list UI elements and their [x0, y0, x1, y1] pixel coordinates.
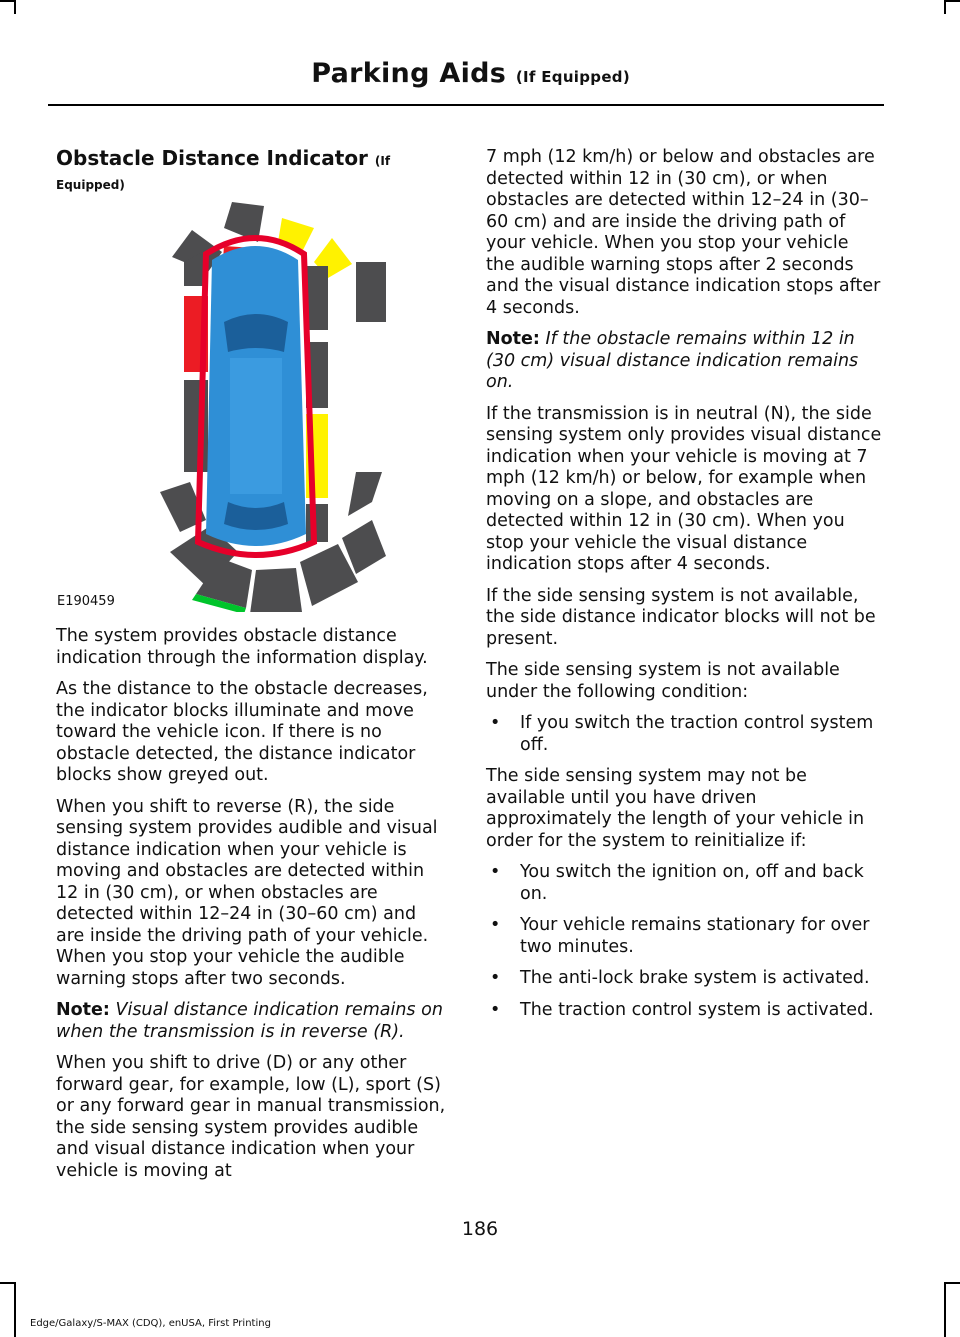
bullet-list: [486, 862, 882, 1021]
note-label: Note:: [486, 329, 540, 349]
crop-mark: [14, 1282, 16, 1337]
paragraph: The side sensing system is not available under the following condition:: [486, 660, 840, 702]
bullet-icon: •: [490, 968, 501, 988]
parking-sensor-diagram: [56, 202, 448, 612]
sensor-block-right: [306, 504, 328, 542]
crop-mark: [14, 0, 16, 14]
bullet-icon: •: [490, 915, 501, 935]
crop-mark: [0, 0, 14, 2]
crop-mark: [946, 1282, 960, 1284]
figure-id: E190459: [57, 593, 115, 609]
footer-text: Edge/Galaxy/S-MAX (CDQ), enUSA, First Printing: [30, 1318, 271, 1329]
list-item-text: Your vehicle remains stationary for over two minutes.: [520, 915, 870, 957]
sensor-block-rear: [348, 472, 382, 516]
list-item: [486, 1000, 882, 1022]
header-title-main: Parking Aids: [311, 58, 507, 89]
windshield: [224, 314, 288, 352]
page-header-title: [311, 58, 630, 89]
list-item-text: You switch the ignition on, off and back on.: [520, 862, 864, 904]
crop-mark: [944, 1282, 946, 1337]
section-title: [56, 146, 448, 194]
note-label: Note:: [56, 1000, 110, 1020]
car-roof: [230, 358, 282, 494]
bullet-icon: •: [490, 999, 501, 1020]
paragraph: If the side sensing system is not available, the side distance indicator blocks will not be present.: [486, 585, 876, 649]
sensor-block-right: [356, 262, 386, 322]
header-title-suffix: (If Equipped): [515, 68, 630, 86]
paragraph: The system provides obstacle distance indication through the information display.: [56, 626, 428, 668]
note-text: If the obstacle remains within 12 in (30 cm) visual distance indication remains on.: [486, 329, 859, 392]
paragraph: 7 mph (12 km/h) or below and obstacles are detected within 12 in (30 cm), or when obstacles are detected within 12–24 in (30–60 cm) and are inside the driving path of your vehicle. When you stop your vehicle the audible warning stops after 2 seconds and the visual distance indication stops after 4 seconds.: [486, 147, 881, 318]
bullet-icon: •: [490, 713, 501, 733]
list-item: [486, 968, 882, 990]
page-number: 186: [461, 1218, 499, 1240]
car-icon: [198, 238, 314, 555]
paragraph: The side sensing system may not be available until you have driven approximately the length of your vehicle in order for the system to reinitialize if:: [486, 766, 865, 851]
obstacle-indicator-figure: [56, 202, 448, 612]
paragraph: When you shift to drive (D) or any other forward gear, for example, low (L), sport (S) or any forward gear in manual transmission, the side sensing system provides audible and visual distance indication when your vehicle is moving at: [56, 1053, 446, 1181]
note-text: Visual distance indication remains on when the transmission is in reverse (R).: [56, 1000, 443, 1042]
crop-mark: [946, 0, 960, 2]
bullet-list: [486, 713, 882, 756]
note: [486, 329, 882, 394]
list-item: [486, 862, 882, 905]
note: [56, 1000, 448, 1043]
right-column: [486, 147, 882, 1031]
header-divider: [48, 104, 884, 106]
crop-mark: [0, 1282, 14, 1284]
left-column: [56, 146, 448, 1192]
sensor-block-rear: [250, 568, 302, 612]
section-title-main: Obstacle Distance Indicator: [56, 146, 368, 170]
section-title-suffix-2: Equipped): [56, 178, 125, 192]
bullet-icon: •: [490, 862, 501, 882]
paragraph: If the transmission is in neutral (N), the side sensing system only provides visual distance indication when your vehicle is moving at 7 mph (12 km/h) or below, for example when moving on a slope, and obstacles are detected within 12 in (30 cm). When you stop your vehicle the visual distance indication stops after 4 seconds.: [486, 403, 882, 574]
list-item-text: The traction control system is activated.: [520, 999, 874, 1020]
paragraph: When you shift to reverse (R), the side sensing system provides audible and visual distance indication when your vehicle is moving and obstacles are detected within 12 in (30 cm), or when obstacles are detected within 12–24 in (30–60 cm) and are inside the driving path of your vehicle. When you stop your vehicle the audible warning stops after two seconds.: [56, 796, 438, 989]
list-item: [486, 713, 882, 756]
list-item: [486, 915, 882, 958]
section-title-suffix-1: (If: [374, 154, 391, 168]
crop-mark: [944, 0, 946, 14]
paragraph: As the distance to the obstacle decreases, the indicator blocks illuminate and move toward the vehicle icon. If there is no obstacle detected, the distance indicator blocks show greyed out.: [56, 679, 428, 785]
list-item-text: If you switch the traction control system off.: [520, 713, 874, 755]
list-item-text: The anti-lock brake system is activated.: [520, 968, 870, 988]
